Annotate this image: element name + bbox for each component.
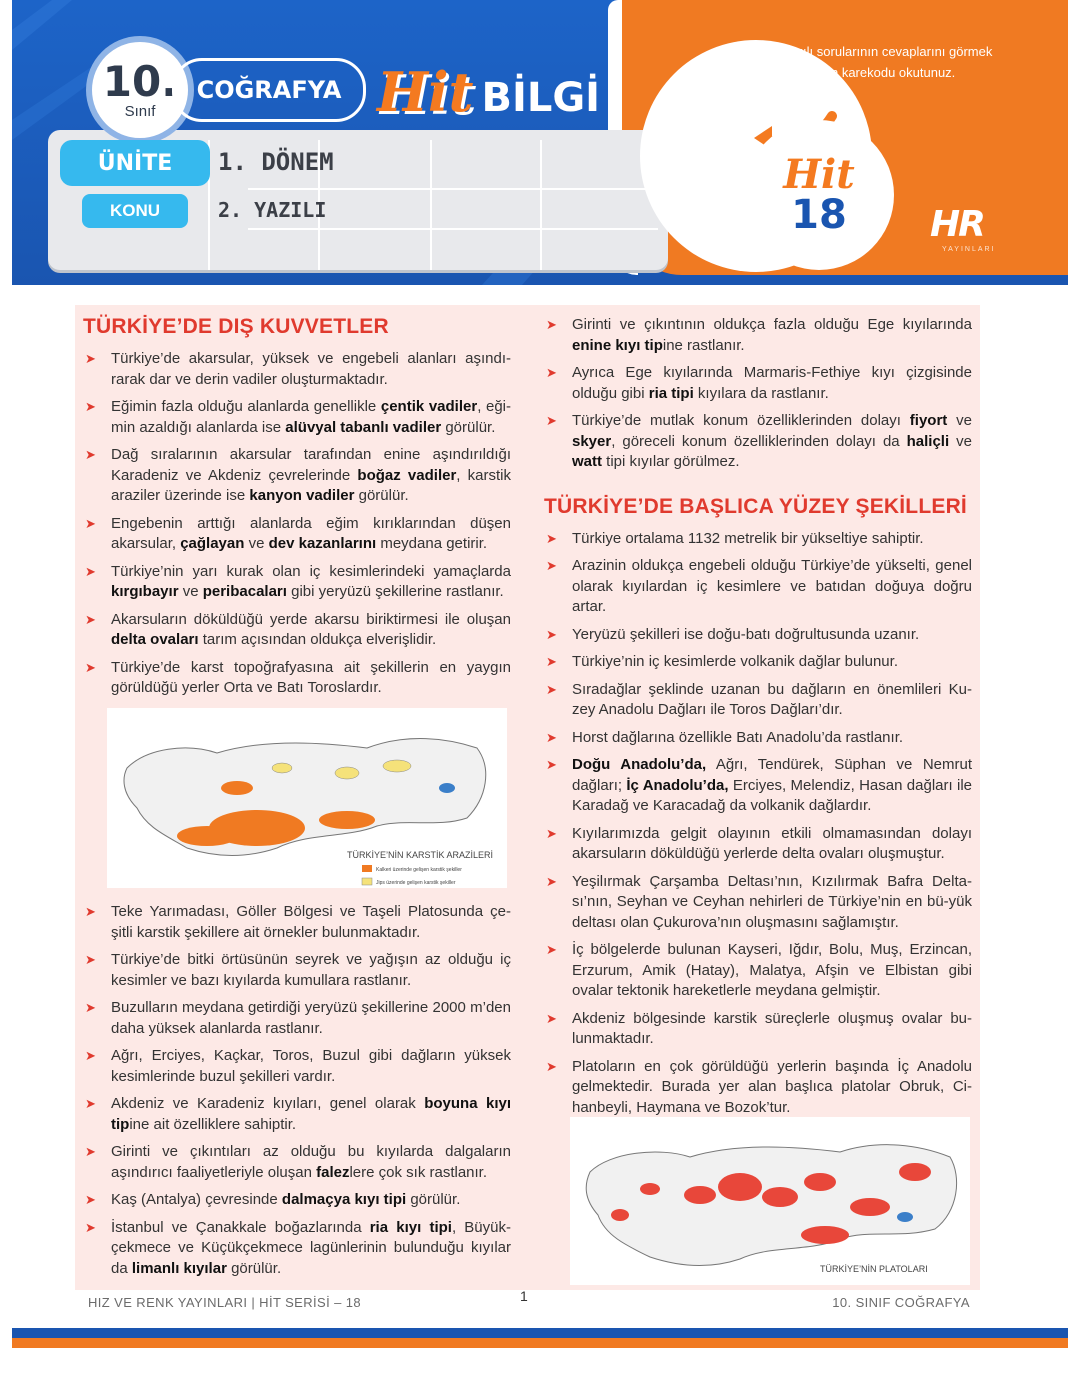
bullet-item — [83, 445, 511, 507]
karst-area — [221, 781, 253, 795]
plateau-area — [804, 1173, 836, 1191]
bullet-text: Eğimin fazla olduğu alanlarda genellikle — [111, 398, 381, 415]
bullet-text: , göreceli konum özelliklerinden dolayı da — [611, 432, 907, 450]
bold-term: dalmaçya kıyı tipi — [281, 1191, 407, 1208]
plateau-area — [684, 1186, 716, 1204]
bullet-item — [544, 1057, 972, 1119]
bold-term: enine kıyı tip — [572, 336, 663, 354]
bullet-text: İstanbul ve Çanakkale boğazlarında — [111, 1218, 370, 1236]
left-column — [83, 315, 511, 706]
bullet-text: meydana getirir. — [376, 535, 488, 552]
bullet-item — [544, 556, 972, 618]
bullet-text: Türkiye’nin yarı kurak olan iç kesimlerindeki yamaçlarda — [111, 562, 511, 580]
bullet-item — [83, 562, 511, 603]
plateau-map — [570, 1117, 970, 1285]
bullet-text: görülür. — [354, 487, 409, 504]
bullet-text: Horst dağlarına özellikle Batı Anadolu’da rastlanır. — [572, 728, 904, 746]
hit-series-badge — [744, 120, 894, 270]
bullet-text: Engebenin arttığı alanlarda eğim kırıklarından düşen akarsular, — [111, 514, 511, 552]
footer-bar-blue — [12, 1328, 1068, 1338]
bullet-list — [83, 349, 511, 699]
bold-term: alüvyal tabanlı vadiler — [285, 418, 442, 436]
qr-instruction: Yazılı sorularının cevaplarını görmek için karekodu okutunuz. — [781, 44, 993, 80]
bold-term: haliçli — [906, 432, 950, 450]
bullet-text: Türkiye’de karst topoğrafyasına ait şekillerin en yaygın görüldüğü yerler Orta ve Batı Toroslardır. — [111, 658, 511, 696]
bullet-text: Yeşilırmak Çarşamba Deltası’nın, Kızılırmak Bafra Delta-sı’nın, Seyhan ve Ceyhan nehirleri de Türkiye’nin en bü-yük deltası olan Çukurova’nın oluşmasını sağlamıştır. — [572, 872, 972, 931]
grade-number: 10. — [102, 56, 178, 106]
bold-term: delta ovaları — [111, 631, 199, 648]
bold-term: boğaz vadiler — [357, 466, 457, 484]
plateau-area — [850, 1198, 890, 1216]
bold-term: dev kazanlarını — [268, 535, 377, 552]
bullet-text: ve — [178, 583, 203, 600]
bullet-text: Girinti ve çıkıntının oldukça fazla olduğu Ege kıyılarında — [572, 316, 972, 333]
bullet-text: Akdeniz ve Karadeniz kıyıları, genel olarak — [111, 1095, 425, 1112]
content-area — [75, 305, 980, 1290]
bullet-text: ine ait özelliklere sahiptir. — [129, 1115, 297, 1133]
panel-divider — [248, 228, 658, 230]
plateau-area — [801, 1226, 849, 1244]
bullet-item — [83, 349, 511, 390]
bold-term: çentik vadiler — [380, 398, 478, 415]
bullet-text: Ağrı, Tendürek, Süphan ve Nemrut dağları; — [572, 756, 972, 794]
bullet-text: Kaş (Antalya) çevresinde — [111, 1191, 282, 1208]
bullet-item — [83, 397, 511, 438]
bullet-text: kıyılara da rastlanır. — [693, 384, 829, 402]
bullet-text: Türkiye’de mutlak konum özelliklerinden dolayı — [572, 412, 910, 429]
section-title-external-forces: TÜRKİYE’DE DIŞ KUVVETLER — [83, 315, 389, 338]
bullet-text: Akdeniz bölgesinde karstik süreçlerle oluşmuş ovalar bu-lunmaktadır. — [572, 1009, 972, 1047]
map-title: TÜRKİYE’NİN KARSTİK ARAZİLERİ — [347, 850, 494, 860]
page-number: 1 — [520, 1288, 528, 1304]
bullet-item — [544, 363, 972, 404]
bullet-text: İç bölgelerde bulunan Kayseri, Iğdır, Bolu, Muş, Erzincan, Erzurum, Amik (Hatay), Malatya, Afşin ve Elbistan gibi ovalar tektonik hareketlerle meydana gelmiştir. — [572, 941, 972, 999]
bullet-list — [544, 529, 972, 1119]
course-name: COĞRAFYA — [172, 58, 366, 122]
karst-area — [319, 811, 375, 829]
bullet-text: Yeryüzü şekilleri ise doğu-batı doğrultusunda uzanır. — [572, 625, 920, 643]
lake — [897, 1212, 913, 1222]
bullet-text: Ağrı, Erciyes, Kaçkar, Toros, Buzul gibi dağların yüksek kesimlerinde buzul şekilleri vardır. — [111, 1047, 511, 1085]
bullet-text: Dağ sıralarının akarsular tarafından enine aşındırıldığı Karadeniz ve Akdeniz çevrelerinde — [111, 446, 511, 484]
unit-tab: ÜNİTE — [60, 140, 210, 186]
bullet-text: , karstik araziler üzerinde ise — [111, 466, 511, 504]
plateau-area — [718, 1173, 762, 1201]
publisher-logo: HR — [930, 204, 984, 245]
bullet-item — [544, 315, 972, 356]
bullet-text: Erciyes, Melendiz, Hasan dağları ile Karadağ ve Karacadağ da volkanik dağlardır. — [572, 776, 973, 814]
bold-term: boyuna kıyı tip — [111, 1095, 511, 1133]
bullet-text: görülür. — [441, 418, 496, 436]
bullet-text: Akarsuların döküldüğü yerde akarsu biriktirmesi ile oluşan — [111, 610, 511, 628]
bold-term: kanyon vadiler — [249, 487, 355, 504]
bold-term: İç Anadolu’da, — [626, 776, 729, 794]
bullet-text: ine rastlanır. — [662, 336, 745, 354]
grade-label: Sınıf — [124, 102, 156, 120]
bullet-item — [83, 1190, 511, 1211]
plateau-area — [899, 1163, 931, 1181]
bullet-item — [544, 872, 972, 934]
bullet-text: gibi yeryüzü şekillerine rastlanır. — [286, 583, 504, 600]
plateau-area — [611, 1209, 629, 1221]
bullet-item — [544, 625, 972, 646]
bullet-text: Arazinin oldukça engebeli olduğu Türkiye’de yükselti, genel olarak kıyılardan iç kesimlere ve batıdan doğuya doğru artar. — [572, 557, 972, 615]
bullet-list — [83, 902, 511, 1279]
map-title: TÜRKİYE’NİN PLATOLARI — [820, 1264, 928, 1274]
publisher-logo-sub: YAYINLARI — [942, 246, 996, 253]
legend-swatch — [362, 865, 372, 872]
bullet-text: Ayrıca Ege kıyılarında Marmaris-Fethiye kıyı çizgisinde olduğu gibi — [572, 364, 972, 402]
bullet-item — [83, 610, 511, 651]
bullet-list — [544, 315, 972, 473]
bullet-item — [83, 902, 511, 943]
bullet-text: Girinti ve çıkıntıları az olduğu bu kıyılarda dalgaların aşındırıcı faaliyetleriyle oluşan — [111, 1143, 511, 1181]
gypsum-area — [272, 763, 292, 773]
bold-term: falez — [316, 1163, 350, 1181]
bullet-item — [544, 680, 972, 721]
plateau-area — [640, 1183, 660, 1195]
bullet-item — [544, 652, 972, 673]
footer-publisher: HIZ VE RENK YAYINLARI | HİT SERİSİ – 18 — [88, 1295, 362, 1310]
bullet-text: , Büyük-çekmece ve Küçükçekmece lagünlerinin bulunduğu kıyılar da — [111, 1218, 511, 1277]
bullet-text: , eği-min azaldığı alanlarda ise — [111, 398, 511, 436]
bullet-item — [83, 1046, 511, 1087]
bullet-item — [544, 824, 972, 865]
bullet-text: lere çok sık rastlanır. — [349, 1163, 488, 1181]
footer-course: 10. SINIF COĞRAFYA — [832, 1295, 970, 1310]
bullet-item — [83, 950, 511, 991]
bullet-item — [83, 1218, 511, 1280]
lake — [439, 783, 455, 793]
bullet-text: Kıyılarımızda gelgit olayının etkili olmamasından dolayı akarsuların döküldüğü yerlerde delta ovaları oluşmuştur. — [572, 824, 972, 862]
bullet-text: ve — [949, 432, 972, 450]
bold-term: skyer — [572, 432, 612, 450]
left-column-continued — [83, 902, 511, 1286]
karst-area — [177, 826, 237, 846]
bullet-text: ve — [947, 412, 973, 429]
bullet-text: Türkiye’de akarsular, yüksek ve engebeli alanları aşındı-rarak dar ve derin vadiler oluşturmaktadır. — [111, 350, 511, 388]
bilgi-logo-word: BİLGİ — [481, 75, 601, 121]
plateau-area — [762, 1187, 798, 1207]
bullet-text: Sıradağlar şeklinde uzanan bu dağların en önemlileri Ku-zey Anadolu Dağları ile Toros Dağları’dır. — [572, 680, 972, 718]
bold-term: watt — [572, 453, 602, 470]
legend-label: Kalkeri üzerinde gelişen karstik şekiller — [376, 867, 462, 873]
hit-series-number: 18 — [791, 192, 847, 238]
section-title-surface-forms: TÜRKİYE’DE BAŞLICA YÜZEY ŞEKİLLERİ — [544, 494, 967, 518]
header-banner — [12, 0, 1068, 285]
legend-label: Jips üzerinde gelişen karstik şekiller — [376, 880, 456, 886]
bullet-item — [83, 1094, 511, 1135]
bullet-item — [544, 411, 972, 473]
bullet-item — [544, 940, 972, 1002]
bold-term: Doğu Anadolu’da, — [572, 756, 707, 773]
hit-logo-word: Hit — [377, 60, 474, 124]
karst-map — [107, 708, 507, 888]
bullet-text: görülür. — [406, 1191, 461, 1208]
bullet-item — [83, 1142, 511, 1183]
bullet-text: Buzulların meydana getirdiği yeryüzü şekillerine 2000 m’den daha yüksek alanlarda rastlanır. — [111, 999, 511, 1037]
panel-column-divider — [430, 140, 432, 270]
panel-column-divider — [540, 140, 542, 270]
bullet-text: Teke Yarımadası, Göller Bölgesi ve Taşeli Platosunda çe-şitli karstik şekillere ait örnekler bulunmaktadır. — [111, 903, 511, 941]
bullet-item — [544, 1009, 972, 1050]
bullet-text: ve — [244, 535, 269, 552]
bullet-text: Türkiye’de bitki örtüsünün seyrek ve yağışın az olduğu iç kesimler ve bazı kıyılarda kumullara rastlanır. — [111, 951, 511, 989]
bullet-item — [544, 728, 972, 749]
bold-term: kırgıbayır — [111, 583, 179, 600]
footer-bar-orange — [12, 1338, 1068, 1348]
bold-term: ria tipi — [648, 384, 694, 402]
exam-label: 2. YAZILI — [218, 198, 327, 222]
bold-term: fiyort — [909, 412, 948, 429]
bullet-item — [83, 998, 511, 1039]
bold-term: çağlayan — [180, 535, 245, 552]
gypsum-area — [383, 760, 411, 772]
bullet-text: Türkiye ortalama 1132 metrelik bir yükseltiye sahiptir. — [572, 529, 924, 547]
bullet-item — [83, 514, 511, 555]
bullet-text: tipi kıyılar görülmez. — [602, 453, 740, 470]
bullet-text: tarım açısından oldukça elverişlidir. — [198, 631, 437, 648]
bold-term: peribacaları — [202, 583, 287, 600]
legend-swatch — [362, 878, 372, 885]
term-label: 1. DÖNEM — [218, 148, 334, 176]
bold-term: ria kıyı tipi — [369, 1218, 452, 1236]
right-column — [544, 315, 972, 1125]
hit-series-word: Hit — [783, 151, 855, 198]
topic-tab: KONU — [82, 194, 188, 228]
bullet-item — [83, 658, 511, 699]
bullet-text: Türkiye’nin iç kesimlerde volkanik dağlar bulunur. — [572, 653, 898, 670]
gypsum-area — [335, 767, 359, 779]
bullet-item — [544, 529, 972, 550]
bullet-item — [544, 755, 972, 817]
bullet-text: Platoların en çok görüldüğü yerlerin başında İç Anadolu gelmektedir. Burada yer alan başlıca platolar Obruk, Ci-hanbeyli, Haymana ve Bozok’tur. — [572, 1057, 972, 1116]
bullet-text: görülür. — [226, 1259, 282, 1277]
hit-bilgi-logo — [377, 60, 600, 124]
panel-divider — [248, 188, 658, 190]
bold-term: limanlı kıyılar — [131, 1259, 227, 1277]
